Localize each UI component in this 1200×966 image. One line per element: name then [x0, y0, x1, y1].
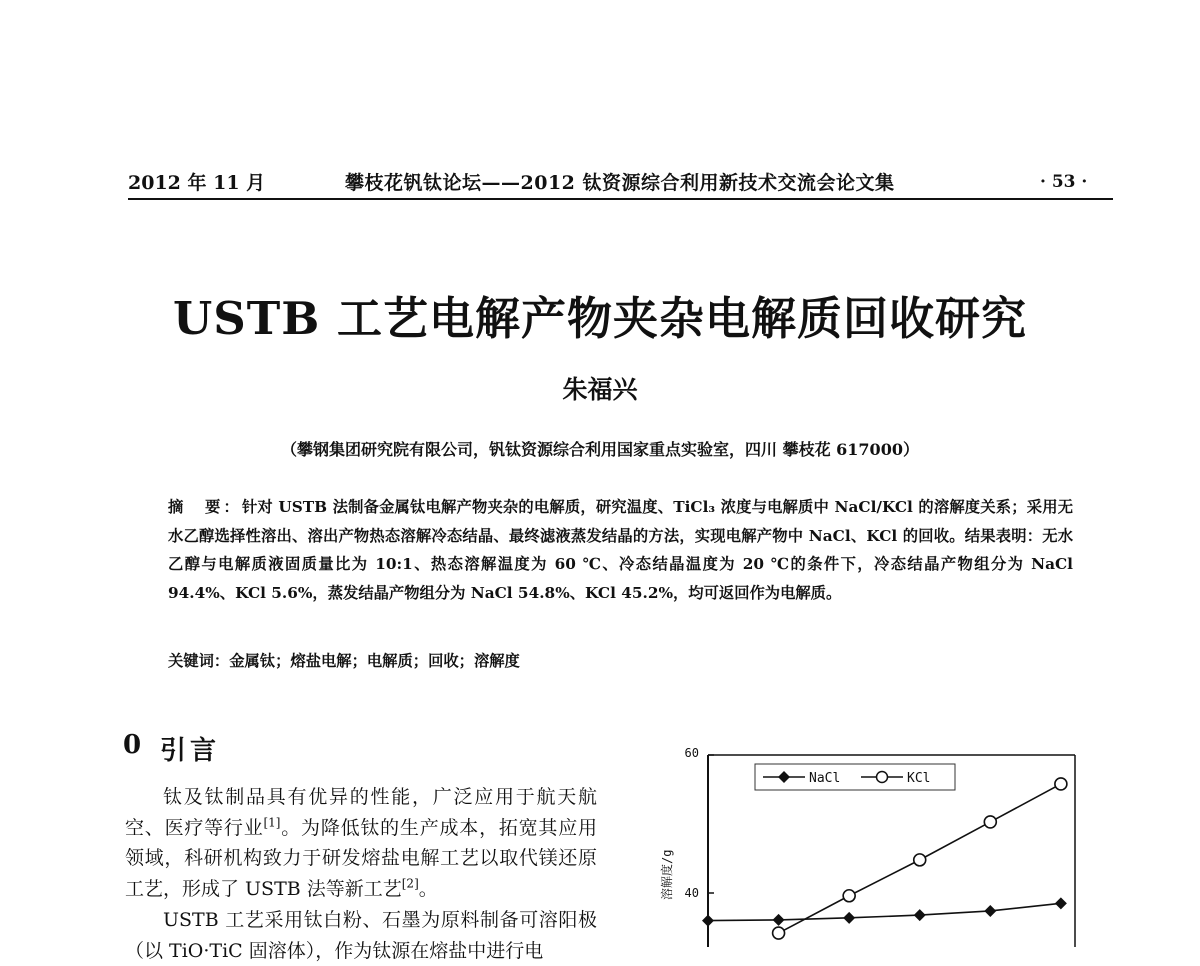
legend	[755, 764, 955, 790]
legend-label-kcl: KCl	[907, 771, 931, 786]
data-point-kcl-2	[914, 854, 926, 866]
y-axis-label: 溶解度/g	[660, 849, 674, 900]
citation: [1]	[263, 815, 281, 830]
keywords	[168, 649, 1073, 671]
paper-author: 朱福兴	[562, 375, 638, 404]
series-line-nacl	[708, 903, 1061, 920]
solubility-chart	[655, 740, 1085, 947]
data-point-nacl-2	[843, 912, 855, 924]
paragraph-text: 。为降低钛的生产成本，拓宽其应用领域，科研机构致力于研发熔盐电解工艺以取代镁还原工艺，形成了 USTB 法等新工艺	[125, 816, 597, 901]
y-tick-label-40: 40	[684, 886, 699, 900]
data-point-kcl-4	[1055, 778, 1067, 790]
paragraph-text: 钛及钛制品具有优异的性能，广泛应用于航天航空、医疗等行业	[125, 786, 597, 839]
data-point-kcl-1	[843, 890, 855, 902]
data-point-kcl-0	[773, 927, 785, 939]
citation: [2]	[401, 876, 419, 891]
paragraph-text: 。	[418, 878, 438, 901]
legend-marker-kcl	[877, 772, 888, 783]
data-point-nacl-5	[1055, 897, 1067, 909]
paper-title: USTB 工艺电解产物夹杂电解质回收研究	[173, 292, 1027, 345]
header-page-number: · 53 ·	[1040, 172, 1088, 192]
data-point-kcl-3	[984, 816, 996, 828]
keywords-label: 关键词：	[168, 652, 230, 670]
data-point-nacl-3	[914, 909, 926, 921]
header-date: 2012 年 11 月	[128, 172, 266, 194]
section-title: 引言	[160, 736, 221, 766]
data-point-nacl-1	[773, 914, 785, 926]
header-journal-title: 攀枝花钒钛论坛——2012 钛资源综合利用新技术交流会论文集	[345, 172, 895, 194]
abstract-text: 针对 USTB 法制备金属钛电解产物夹杂的电解质，研究温度、TiCl₃ 浓度与电解质中 NaCl/KCl 的溶解度关系；采用无水乙醇选择性溶出、溶出产物热态溶解冷态结晶、最终滤液蒸发结晶的方法，实现电解产物中 NaCl、KCl 的回收。结果表明：无水乙醇与电解质液固质量比为 10:1、热态溶解温度为 60 ℃、冷态结晶温度为 20 ℃的条件下，冷态结晶产物组分为 NaCl 94.4%、KCl 5.6%，蒸发结晶产物组分为 NaCl 54.8%、KCl 45.2%，均可返回作为电解质。	[168, 498, 1073, 602]
paragraph	[125, 782, 597, 905]
keywords-text: 金属钛；熔盐电解；电解质；回收；溶解度	[229, 652, 520, 670]
section-body	[125, 782, 597, 966]
data-point-nacl-0	[702, 915, 714, 927]
section-number: 0	[123, 730, 142, 760]
y-tick-label-60: 60	[684, 746, 699, 760]
paper-affiliation: （攀钢集团研究院有限公司，钒钛资源综合利用国家重点实验室，四川 攀枝花 617000）	[281, 440, 919, 459]
abstract-label: 摘 要：	[168, 498, 242, 516]
plot-area	[702, 778, 1067, 939]
header-rule	[128, 198, 1113, 200]
data-point-nacl-4	[984, 905, 996, 917]
paragraph: USTB 工艺采用钛白粉、石墨为原料制备可溶阳极（以 TiO·TiC 固溶体），作为钛源在熔盐中进行电	[125, 908, 597, 962]
legend-label-nacl: NaCl	[809, 771, 841, 786]
abstract	[168, 493, 1073, 607]
